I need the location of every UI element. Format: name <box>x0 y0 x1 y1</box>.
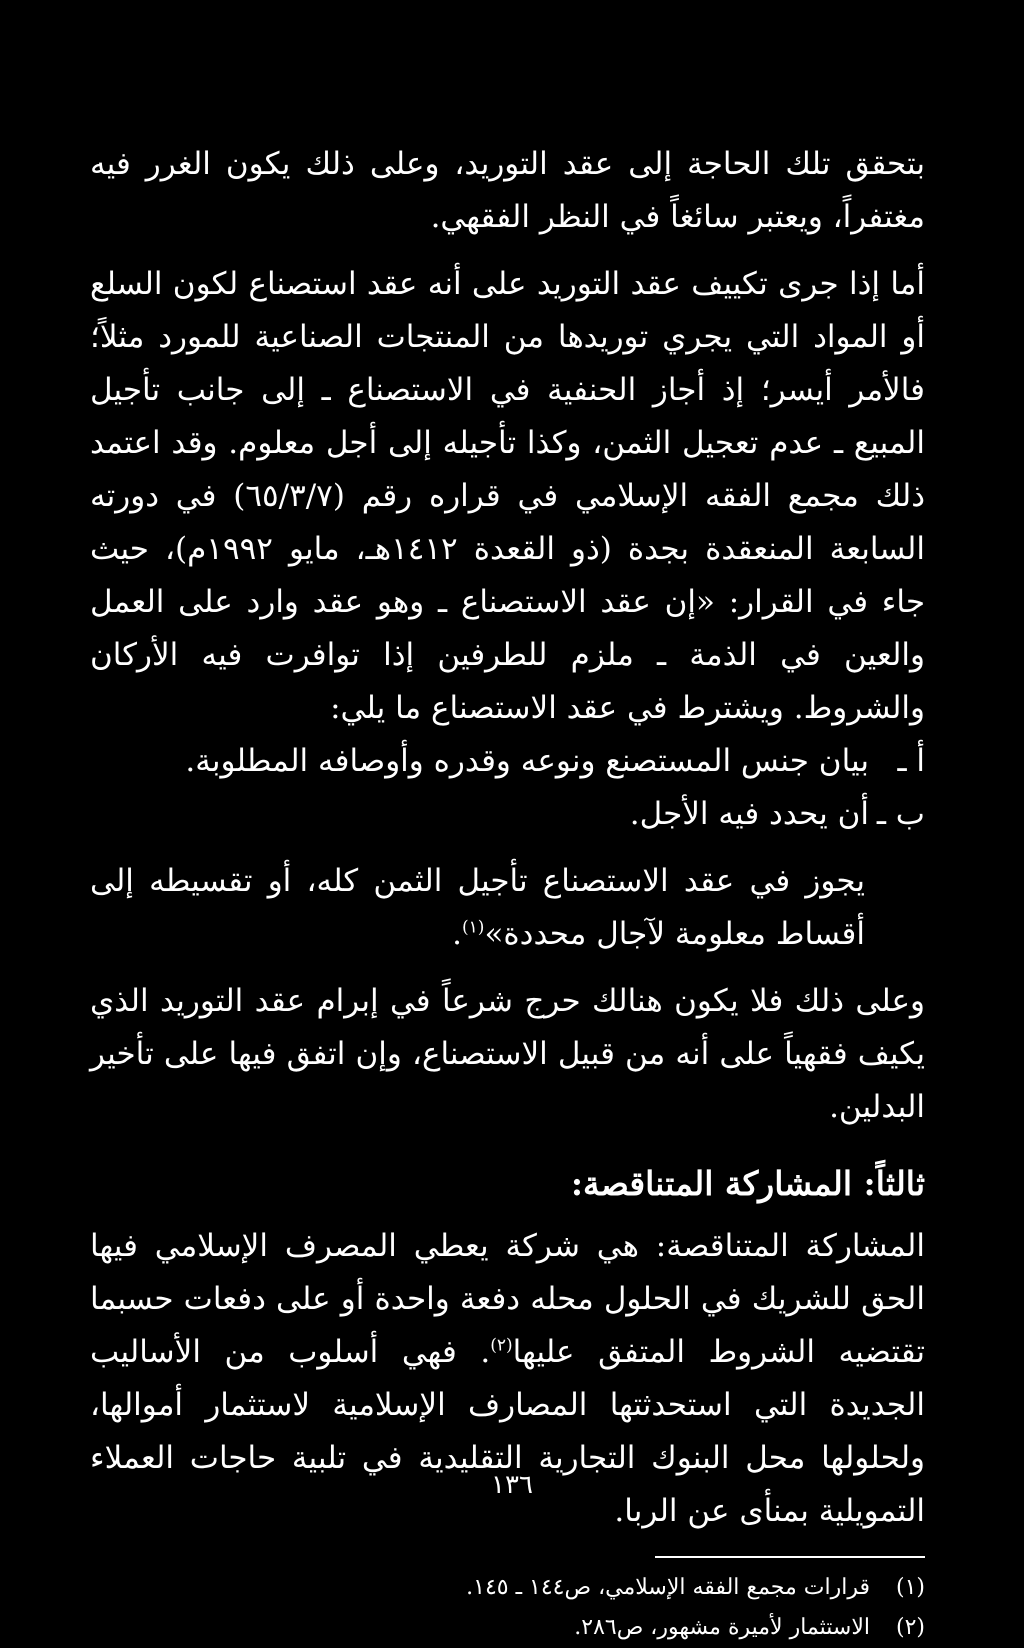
list-item-b <box>90 788 925 841</box>
list-marker-a: أ ـ <box>897 743 925 779</box>
footnote-1-number: (١) <box>895 1575 925 1600</box>
paragraph-deferred-price-end: . <box>452 916 462 952</box>
list-item-a <box>90 735 925 788</box>
footnote-1 <box>90 1568 925 1608</box>
list-text-a: بيان جنس المستصنع ونوعه وقدره وأوصافه المطلوبة. <box>185 743 869 779</box>
paragraph-conclusion <box>90 975 925 1134</box>
paragraph-diminishing-partnership-text: المشاركة المتناقصة: هي شركة يعطي المصرف الإسلامي فيها الحق للشريك في الحلول محله دفعة واحدة أو على دفعات حسبما تقتضيه الشروط المتفق عليها <box>90 1228 926 1370</box>
list-text-b: أن يحدد فيه الأجل. <box>629 796 869 832</box>
paragraph-gharar <box>90 138 925 244</box>
paragraph-deferred-price-text: يجوز في عقد الاستصناع تأجيل الثمن كله، أو تقسيطه إلى أقساط معلومة لآجال محددة» <box>90 863 865 952</box>
page-number: ١٣٦ <box>491 1470 533 1500</box>
footnote-2 <box>90 1608 925 1648</box>
paragraph-conclusion-text: وعلى ذلك فلا يكون هنالك حرج شرعاً في إبرام عقد التوريد الذي يكيف فقهياً على أنه من قبيل الاستصناع، وإن اتفق فيها على تأخير البدلين. <box>90 983 925 1125</box>
paragraph-istisna <box>90 258 925 735</box>
paragraph-gharar-text: بتحقق تلك الحاجة إلى عقد التوريد، وعلى ذلك يكون الغرر فيه مغتفراً، ويعتبر سائغاً في النظر الفقهي. <box>90 146 925 235</box>
footnote-1-text: قرارات مجمع الفقه الإسلامي، ص١٤٤ ـ ١٤٥. <box>466 1575 870 1600</box>
footnote-2-text: الاستثمار لأميرة مشهور، ص٢٨٦. <box>574 1615 870 1640</box>
page-body <box>90 138 925 1648</box>
footnote-2-number: (٢) <box>895 1615 925 1640</box>
paragraph-diminishing-partnership-rest: . فهي أسلوب من الأساليب الجديدة التي استحدثتها المصارف الإسلامية لاستثمار أموالها، ولحلولها محل البنوك التجارية التقليدية في تلبية حاجات العملاء التمويلية بمنأى عن الربا. <box>90 1334 925 1529</box>
paragraph-istisna-text: أما إذا جرى تكييف عقد التوريد على أنه عقد استصناع لكون السلع أو المواد التي يجري توريدها من المنتجات الصناعية للمورد مثلاً؛ فالأمر أيسر؛ إذ أجاز الحنفية في الاستصناع ـ إلى جانب تأجيل المبيع ـ عدم تعجيل الثمن، وكذا تأجيله إلى أجل معلوم. وقد اعتمد ذلك مجمع الفقه الإسلامي في قراره رقم (٦٥/٣/٧) في دورته السابعة المنعقدة بجدة (ذو القعدة ١٤١٢هـ، مايو ١٩٩٢م)، حيث جاء في القرار: «إن عقد الاستصناع ـ وهو عقد وارد على العمل والعين في الذمة ـ ملزم للطرفين إذا توافرت فيه الأركان والشروط. ويشترط في عقد الاستصناع ما يلي: <box>90 266 926 726</box>
list-marker-b: ب ـ <box>876 796 925 832</box>
paragraph-deferred-price <box>90 855 925 961</box>
footnotes <box>90 1568 925 1648</box>
footnote-ref-1[interactable]: (١) <box>461 917 485 938</box>
footnote-ref-2[interactable]: (٢) <box>490 1335 513 1356</box>
section-heading: ثالثاً: المشاركة المتناقصة: <box>570 1164 925 1203</box>
footnote-divider <box>655 1556 925 1558</box>
